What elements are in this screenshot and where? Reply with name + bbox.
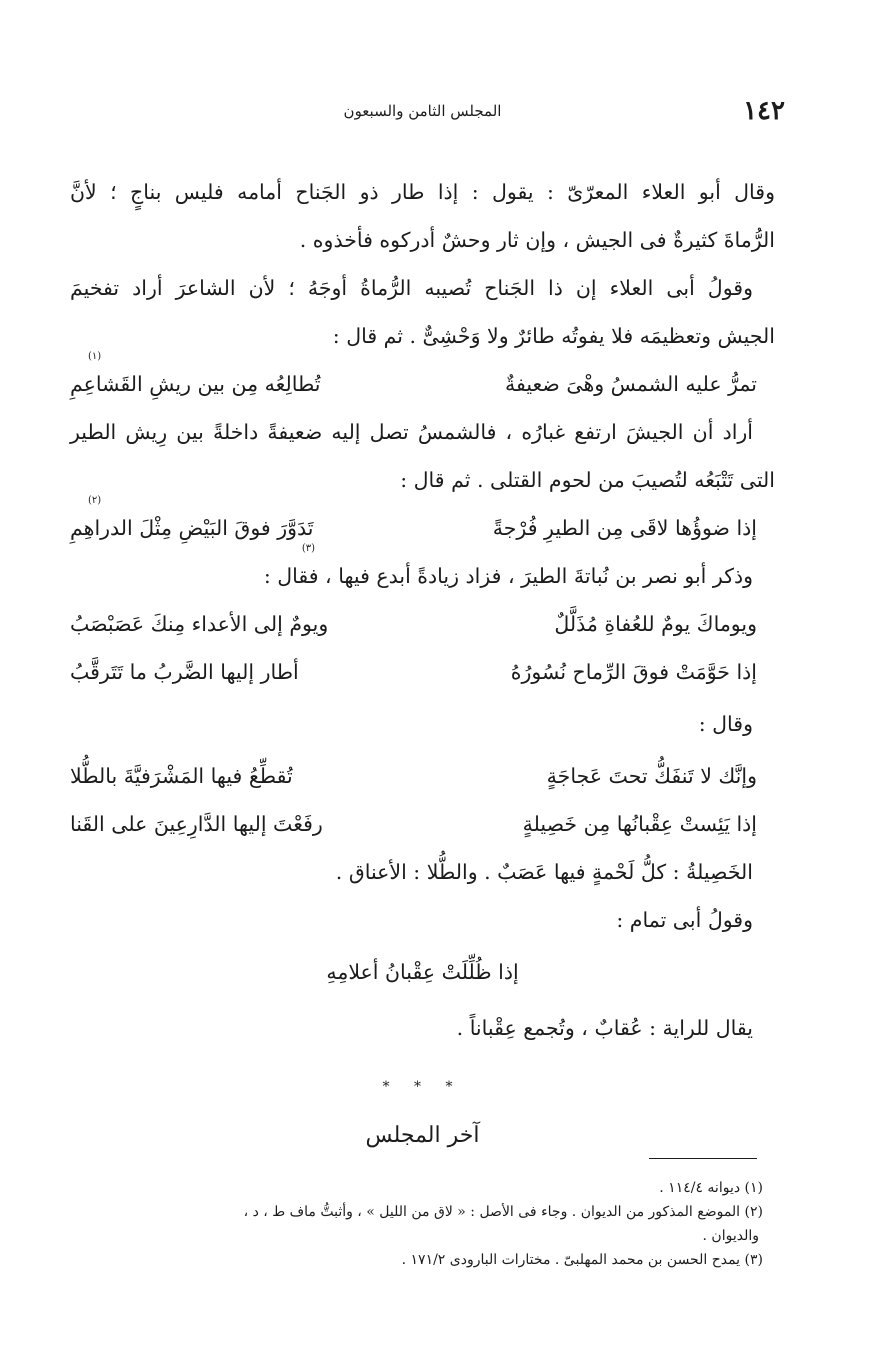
verse-first-hemistich: تمرُّ عليه الشمسُ وهْىَ ضعيفةٌ [505,372,757,396]
footnotes [60,1176,763,1272]
verse-line [70,648,775,696]
verse-second-hemistich: رفَعْتَ إليها الدَّارِعِينَ على القَنا [70,812,323,836]
footnote-2-continuation: والديوان . [702,1228,759,1244]
section-separator: * * * [382,1079,463,1095]
paragraph-line: التى تَتْبَعُه لتُصيبَ من لحوم القتلى . ثم قال : [400,468,775,492]
footnote-divider [649,1158,757,1159]
page-number: ١٤٢ [743,96,785,126]
verse-first-hemistich: إذا حَوَّمَتْ فوقَ الرِّماح نُسُورُهُ [510,660,757,684]
paragraph-line: الجيش وتعظيمَه فلا يفوتُه طائرٌ ولا وَحْشِىٌّ . ثم قال : [332,324,775,348]
verse-second-hemistich: تُقطِّعُ فيها المَشْرَفيَّةَ بالطُّلا [70,764,293,788]
main-text [70,168,775,1166]
footnote-2: (٢) الموضع المذكور من الديوان . وجاء فى الأصل : « لاق من الليل » ، وأثبتُّ ماف ط ، د ، [243,1204,763,1220]
verse-line [70,600,775,648]
verse-line [70,800,775,848]
paragraph-line: وقال : [698,712,753,736]
paragraph-line: يقال للراية : عُقابٌ ، وتُجمع عِقْباناً . [456,1016,753,1040]
verse-line [70,351,775,408]
paragraph-line: أراد أن الجيشَ ارتفع غبارُه ، فالشمسُ تصل إليه ضعيفةً داخلةً بين رِيش الطير [70,420,753,444]
footnote-marker: (٣) [301,543,315,554]
footnote-1: (١) ديوانه ١١٤/٤ . [659,1180,763,1196]
verse-first-hemistich: إذا يَئِستْ عِقْبانُها مِن خَصِيلةٍ [522,812,757,836]
verse-first-hemistich: وإنَّك لا تَنفَكُّ تحتَ عَجاجَةٍ [546,764,757,788]
verse-second-hemistich: تَدَوَّرَ فوقَ البَيْضِ مِثْلَ الدراهِمِ [70,516,314,540]
verse-line: إذا ظُلِّلَتْ عِقْبانُ أعلامِهِ [326,960,519,984]
verse-line [70,752,775,800]
paragraph-text: وذكر أبو نصر بن نُباتةَ الطيرَ ، فزاد زيادةً أبدع فيها ، فقال : [263,564,753,588]
section-end-title: آخر المجلس [365,1123,480,1148]
verse-line [70,495,775,552]
page-header [60,96,785,136]
paragraph-line: وقال أبو العلاء المعرّىّ : يقول : إذا طار ذو الجَناح أمامه فليس بناجٍ ؛ لأنَّ [70,180,775,204]
verse-second-hemistich: أطار إليها الضَّربُ ما تَتَرقَّبُ [70,660,299,684]
paragraph-line [70,543,775,600]
footnote-3: (٣) يمدح الحسن بن محمد المهلبىّ . مختارات البارودى ١٧١/٢ . [401,1252,763,1268]
paragraph-line: وقولُ أبى تمام : [616,908,753,932]
paragraph-line: الرُّماةَ كثيرةٌ فى الجيش ، وإن ثار وحشٌ أدركوه فأخذوه . [299,228,775,252]
paragraph-line: الخَصِيلةُ : كلُّ لَحْمةٍ فيها عَصَبٌ . والطُّلا : الأعناق . [335,860,753,884]
footnote-marker: (١) [88,351,102,362]
running-title: المجلس الثامن والسبعون [343,102,502,120]
verse-second-hemistich: ويومٌ إلى الأعداء مِنكَ عَصَبْصَبُ [70,612,329,636]
footnote-marker: (٢) [88,495,102,506]
verse-second-hemistich: تُطالِعُه مِن بين ريشِ القَشاعِمِ [70,372,321,396]
paragraph-line: وقولُ أبى العلاء إن ذا الجَناح تُصيبه الرُّماةُ أوجَهُ ؛ لأن الشاعرَ أراد تفخيمَ [70,276,753,300]
verse-first-hemistich: ويوماكَ يومٌ للعُفاةِ مُذَلَّلٌ [554,612,757,636]
verse-first-hemistich: إذا ضوؤُها لاقَى مِن الطيرِ فُرْجةً [492,516,757,540]
